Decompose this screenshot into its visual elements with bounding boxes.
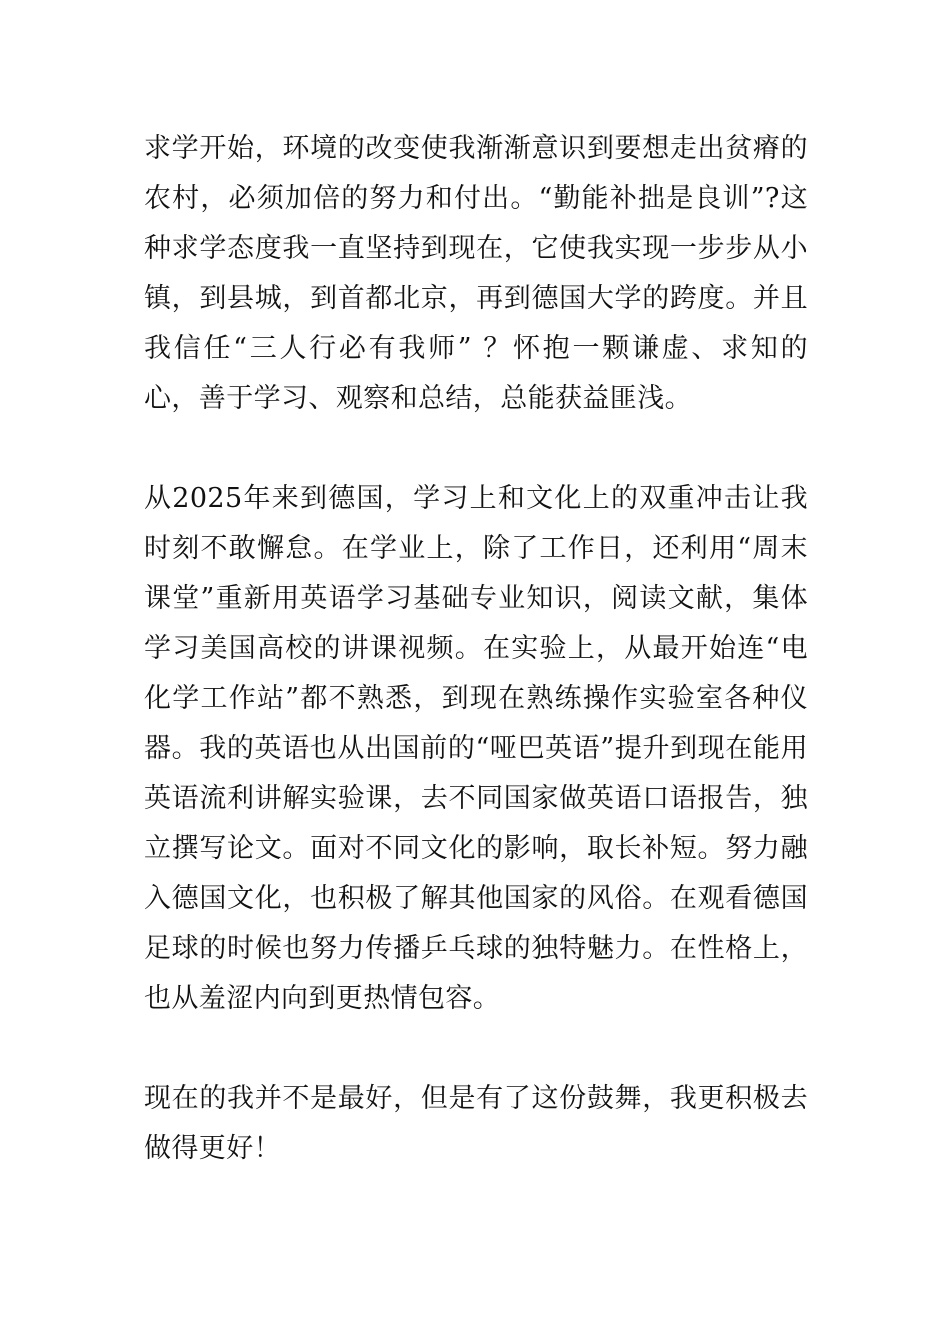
document-body [144, 124, 808, 1224]
paragraph-2: 从2025年来到德国，学习上和文化上的双重冲击让我时刻不敢懈怠。在学业上，除了工作日，还利用“周末课堂”重新用英语学习基础专业知识，阅读文献，集体学习美国高校的讲课视频。在实验上，从最开始连“电化学工作站”都不熟悉，到现在熟练操作实验室各种仪器。我的英语也从出国前的“哑巴英语”提升到现在能用英语流利讲解实验课，去不同国家做英语口语报告，独立撰写论文。面对不同文化的影响，取长补短。努力融入德国文化，也积极了解其他国家的风俗。在观看德国足球的时候也努力传播乒乓球的独特魅力。在性格上，也从羞涩内向到更热情包容。 [144, 483, 808, 1014]
paragraph-1: 求学开始，环境的改变使我渐渐意识到要想走出贫瘠的农村，必须加倍的努力和付出。“勤能补拙是良训”?这种求学态度我一直坚持到现在，它使我实现一步步从小镇，到县城，到首都北京，再到德国大学的跨度。并且我信任“三人行必有我师” ？怀抱一颗谦虚、求知的心，善于学习、观察和总结，总能获益匪浅。 [144, 133, 808, 414]
paragraph-3: 现在的我并不是最好，但是有了这份鼓舞，我更积极去做得更好！ [144, 1083, 808, 1164]
